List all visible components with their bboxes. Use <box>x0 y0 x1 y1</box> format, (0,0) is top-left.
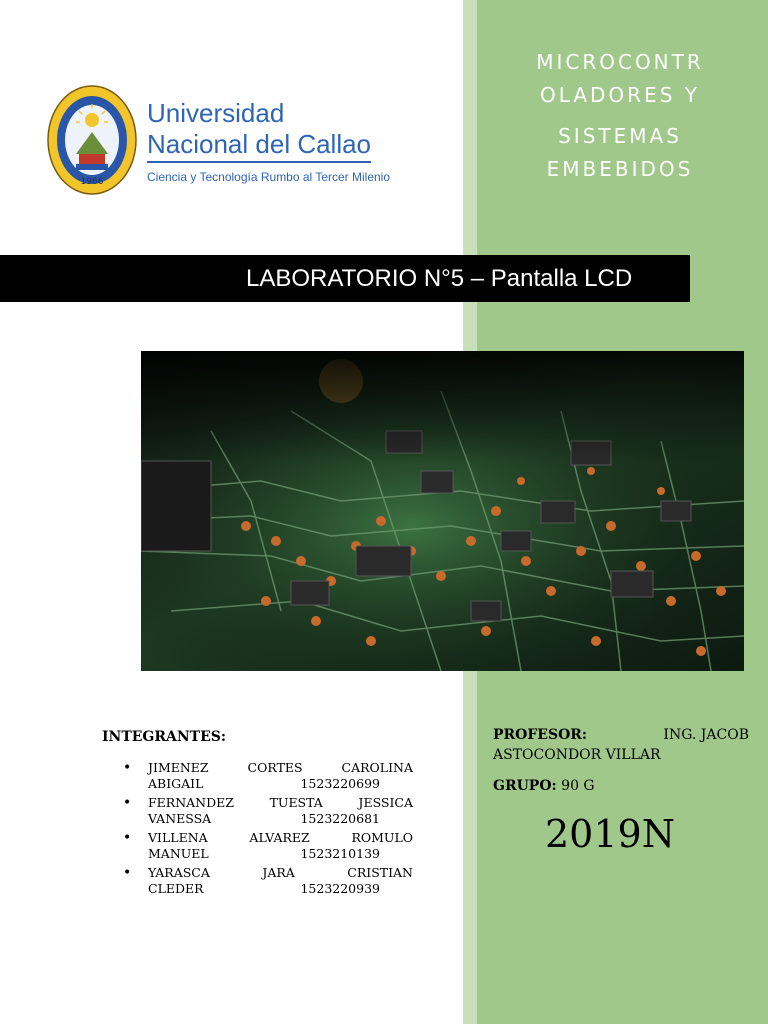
member-code: 1523210139 <box>300 846 380 861</box>
group-label: GRUPO: <box>493 778 557 794</box>
member-name-cont: CLEDER <box>148 881 204 896</box>
university-name <box>147 98 447 163</box>
lab-title-banner <box>0 255 690 302</box>
group-value: 90 G <box>561 778 595 794</box>
members-heading: INTEGRANTES: <box>102 729 227 745</box>
course-title-line2: OLADORES Y <box>540 83 700 107</box>
member-code: 1523220681 <box>300 811 380 826</box>
course-title <box>492 46 748 186</box>
university-seal-icon <box>46 84 138 196</box>
member-name: • YARASCA JARA CRISTIAN <box>148 865 413 880</box>
member-name-cont: ABIGAIL <box>148 776 204 791</box>
university-name-line2: Nacional del Callao <box>147 129 371 163</box>
member-name-cont: VANESSA <box>148 811 212 826</box>
list-item <box>123 830 413 862</box>
member-code: 1523220699 <box>300 776 380 791</box>
member-name-cont: MANUEL <box>148 846 209 861</box>
professor-name-part1: ING. JACOB <box>663 727 749 743</box>
list-item <box>123 760 413 792</box>
course-title-line4: EMBEBIDOS <box>546 157 694 181</box>
list-item <box>123 865 413 897</box>
professor-name-part2: ASTOCONDOR VILLAR <box>493 747 661 763</box>
university-name-line1: Universidad <box>147 98 285 128</box>
year-label: 2019N <box>545 812 675 856</box>
professor-label: PROFESOR: <box>493 727 588 743</box>
seal-year: 1966 <box>80 177 104 187</box>
member-name: • VILLENA ALVAREZ ROMULO <box>148 830 413 845</box>
member-name: • JIMENEZ CORTES CAROLINA <box>148 760 413 775</box>
course-title-line1: MICROCONTR <box>536 50 704 74</box>
members-list <box>123 760 413 900</box>
group-info <box>493 778 595 794</box>
course-title-line3: SISTEMAS <box>558 124 682 148</box>
professor-block <box>493 725 749 765</box>
lab-title: LABORATORIO N°5 – Pantalla LCD <box>246 265 633 292</box>
member-code: 1523220939 <box>300 881 380 896</box>
circuit-board-photo <box>141 351 744 671</box>
list-item <box>123 795 413 827</box>
university-tagline: Ciencia y Tecnología Rumbo al Tercer Milenio <box>147 170 391 184</box>
member-name: • FERNANDEZ TUESTA JESSICA <box>148 795 413 810</box>
